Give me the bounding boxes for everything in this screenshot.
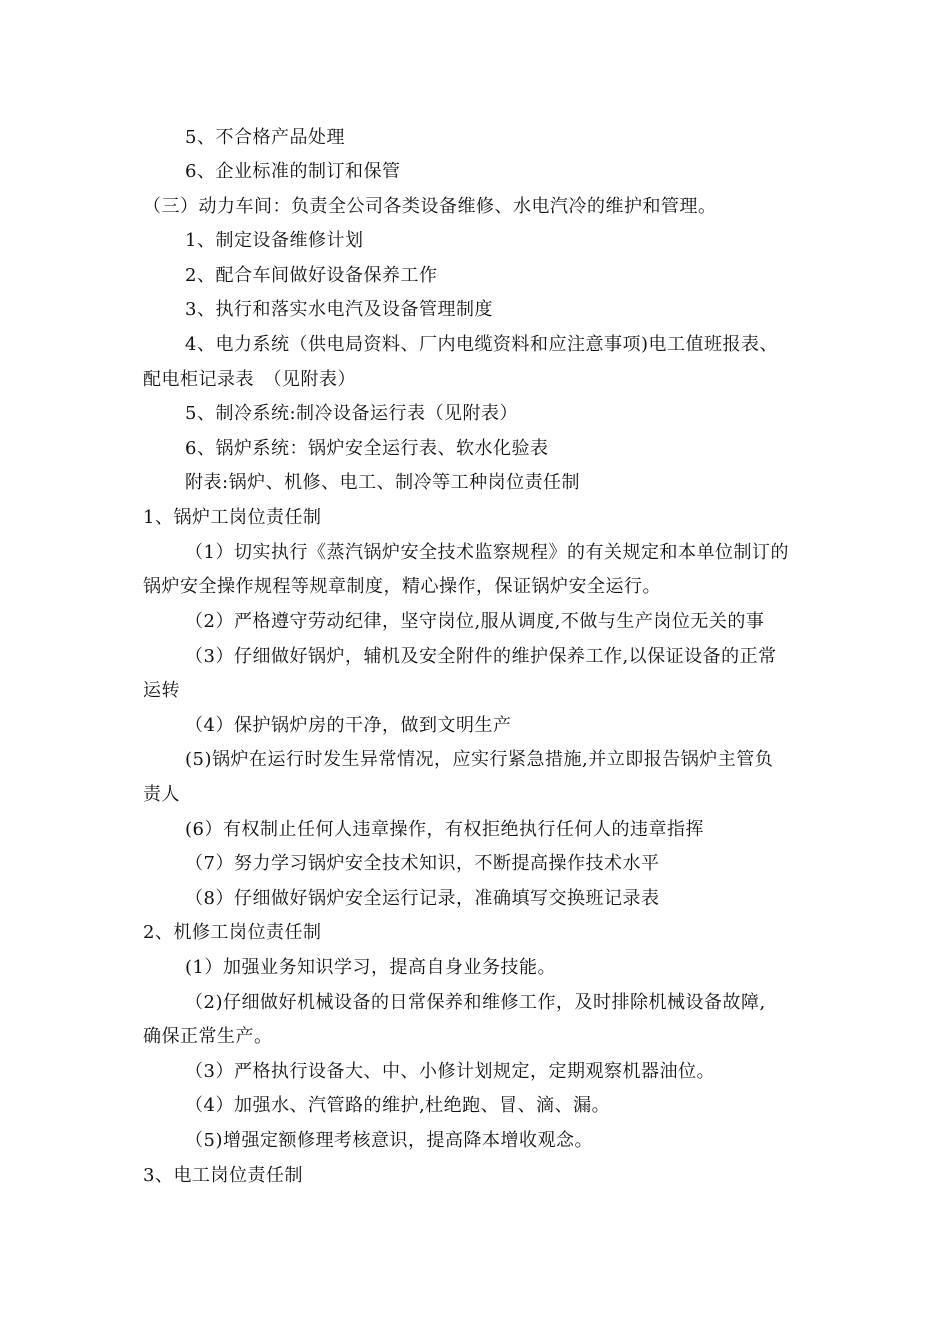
text-line: （3）严格执行设备大、中、小修计划规定，定期观察机器油位。 — [185, 1061, 715, 1082]
text-line: 责人 — [143, 784, 180, 805]
text-line: (6）有权制止任何人违章操作，有权拒绝执行任何人的违章指挥 — [185, 819, 704, 840]
text-line: （1）切实执行《蒸汽锅炉安全技术监察规程》的有关规定和本单位制订的 — [185, 542, 789, 563]
text-line: （2）严格遵守劳动纪律，坚守岗位,服从调度,不做与生产岗位无关的事 — [185, 611, 765, 632]
text-line: 2、配合车间做好设备保养工作 — [185, 265, 438, 286]
section-heading: （三）动力车间：负责全公司各类设备维修、水电汽冷的维护和管理。 — [143, 196, 717, 217]
text-line: 4、电力系统（供电局资料、厂内电缆资料和应注意事项)电工值班报表、 — [185, 334, 778, 355]
text-line: 5、不合格产品处理 — [185, 127, 345, 148]
text-line: 附表:锅炉、机修、电工、制冷等工种岗位责任制 — [185, 472, 581, 493]
text-line: （4）加强水、汽管路的维护,杜绝跑、冒、滴、漏。 — [185, 1095, 611, 1116]
text-line: 1、制定设备维修计划 — [185, 230, 364, 251]
text-line: 3、执行和落实水电汽及设备管理制度 — [185, 299, 493, 320]
text-line: (5)锅炉在运行时发生异常情况，应实行紧急措施,并立即报告锅炉主管负 — [185, 749, 774, 770]
text-line: 运转 — [143, 680, 180, 701]
text-line: 确保正常生产。 — [143, 1026, 273, 1047]
text-line: （8）仔细做好锅炉安全运行记录，准确填写交换班记录表 — [185, 888, 660, 909]
text-line: （2)仔细做好机械设备的日常保养和维修工作，及时排除机械设备故障, — [185, 992, 766, 1013]
section-heading: 3、电工岗位责任制 — [143, 1165, 303, 1186]
text-line: 5、制冷系统:制冷设备运行表（见附表） — [185, 403, 519, 424]
text-line: （3）仔细做好锅炉，辅机及安全附件的维护保养工作,以保证设备的正常 — [185, 646, 777, 667]
text-line: 锅炉安全操作规程等规章制度，精心操作，保证锅炉安全运行。 — [143, 576, 661, 597]
section-heading: 1、锅炉工岗位责任制 — [143, 507, 322, 528]
text-line: 6、企业标准的制订和保管 — [185, 161, 401, 182]
text-line: 6、锅炉系统：锅炉安全运行表、软水化验表 — [185, 438, 549, 459]
section-heading: 2、机修工岗位责任制 — [143, 922, 322, 943]
text-line: （5)增强定额修理考核意识，提高降本增收观念。 — [185, 1130, 593, 1151]
text-line: （7）努力学习锅炉安全技术知识，不断提高操作技术水平 — [185, 853, 660, 874]
text-line: (1）加强业务知识学习，提高自身业务技能。 — [185, 957, 556, 978]
text-line: 配电柜记录表 （见附表） — [143, 369, 356, 390]
text-line: （4）保护锅炉房的干净，做到文明生产 — [185, 715, 512, 736]
